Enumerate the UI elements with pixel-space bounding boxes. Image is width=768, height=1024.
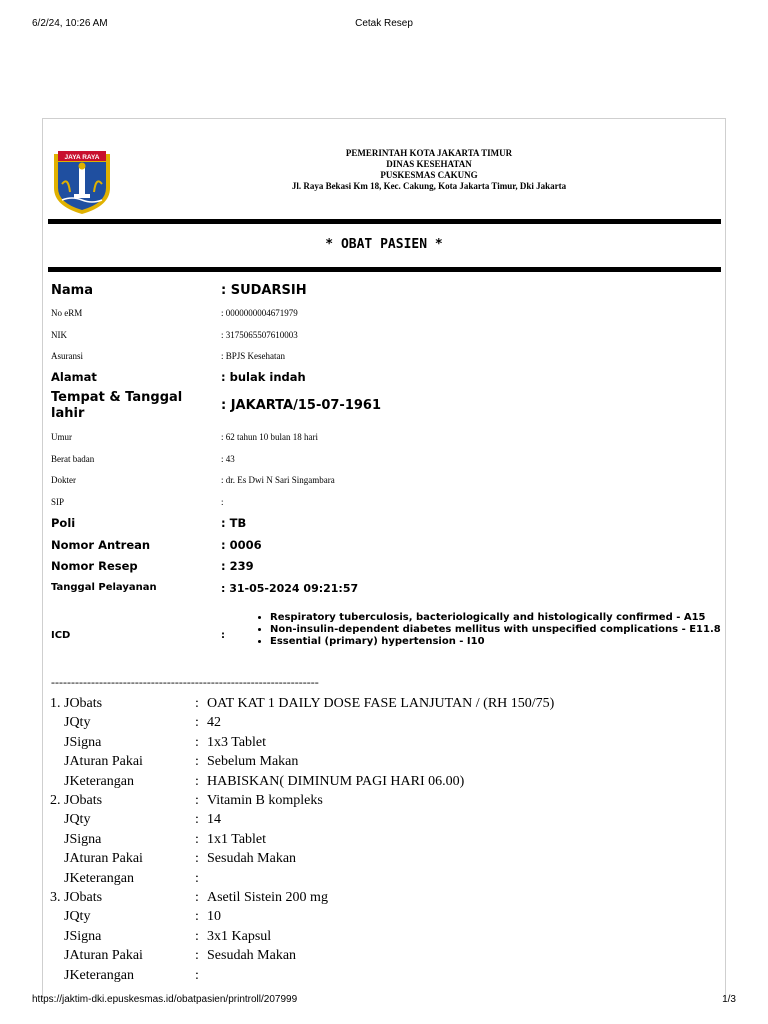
field-label: Tanggal Pelayanan: [51, 582, 157, 593]
letterhead: [43, 119, 725, 217]
field-value: : 239: [221, 559, 254, 573]
med-aturan-label: JAturan Pakai: [64, 754, 143, 770]
med-obat-label: JObats: [64, 696, 103, 711]
med-colon: :: [195, 812, 199, 828]
med-obat-label: JObats: [64, 890, 103, 905]
field-value: : 31-05-2024 09:21:57: [221, 582, 359, 595]
field-value: : 62 tahun 10 bulan 18 hari: [221, 432, 318, 442]
icd-item: • Non-insulin-dependent diabetes mellitus with unspecified complications - E11.8: [270, 624, 726, 636]
med-signa-label: JSigna: [64, 928, 102, 944]
field-label: ICD: [51, 630, 71, 641]
letterhead-text: [139, 148, 719, 192]
med-qty-label: JQty: [64, 715, 91, 731]
field-label: Asuransi: [51, 351, 83, 361]
med-obat-value: Vitamin B kompleks: [207, 793, 323, 808]
med-ket-value: HABISKAN( DIMINUM PAGI HARI 06.00): [207, 773, 465, 789]
field-label: Umur: [51, 432, 72, 442]
letterhead-line2: DINAS KESEHATAN: [386, 159, 472, 169]
med-number: 2.: [50, 793, 61, 808]
med-signa-label: JSigna: [64, 831, 102, 847]
field-label-line2: lahir: [51, 406, 85, 421]
field-label: NIK: [51, 330, 67, 340]
icd-item: • Respiratory tuberculosis, bacteriologically and histologically confirmed - A15: [270, 612, 726, 624]
med-signa-label: JSigna: [64, 734, 102, 750]
field-value: : BPJS Kesehatan: [221, 351, 285, 361]
icd-item: • Essential (primary) hypertension - I10: [270, 636, 726, 648]
med-colon: :: [195, 734, 199, 750]
field-label: [51, 390, 182, 422]
field-label: SIP: [51, 497, 65, 507]
field-label: Nomor Resep: [51, 559, 138, 573]
med-qty-label: JQty: [64, 909, 91, 925]
med-aturan-label: JAturan Pakai: [64, 948, 143, 964]
med-qty-value: 14: [207, 812, 221, 828]
med-colon: :: [195, 715, 199, 731]
print-datetime: 6/2/24, 10:26 AM: [32, 18, 108, 29]
med-colon: :: [195, 773, 199, 789]
field-value: : 0000000004671979: [221, 308, 298, 318]
print-url: https://jaktim-dki.epuskesmas.id/obatpasien/printroll/207999: [32, 994, 298, 1005]
logo-banner-text: JAYA RAYA: [64, 154, 100, 161]
icd-list: [248, 612, 726, 648]
separator-line: -------------------------------------------------------------------: [51, 675, 319, 689]
print-page-number: 1/3: [722, 994, 736, 1005]
med-number: 3.: [50, 890, 61, 905]
med-ket-label: JKeterangan: [64, 773, 134, 789]
med-ket-label: JKeterangan: [64, 870, 134, 886]
med-colon: :: [195, 870, 199, 886]
letterhead-line3: PUSKESMAS CAKUNG: [380, 170, 478, 180]
field-value: : 0006: [221, 538, 262, 552]
med-qty-value: 10: [207, 909, 221, 925]
med-aturan-value: Sesudah Makan: [207, 851, 297, 867]
med-aturan-value: Sesudah Makan: [207, 948, 297, 964]
med-obat-value: Asetil Sistein 200 mg: [207, 890, 328, 905]
field-value: : TB: [221, 516, 247, 530]
print-footer: [32, 994, 736, 1005]
med-colon: :: [195, 754, 199, 770]
prescription-document: [42, 118, 726, 999]
med-colon: :: [195, 890, 199, 905]
field-value: : bulak indah: [221, 370, 306, 384]
field-value: :: [221, 497, 224, 507]
field-label: Poli: [51, 516, 76, 530]
med-qty-label: JQty: [64, 812, 91, 828]
med-colon: :: [195, 909, 199, 925]
print-page-title: Cetak Resep: [355, 18, 413, 29]
med-colon: :: [195, 928, 199, 944]
field-label: Nomor Antrean: [51, 538, 151, 552]
med-colon: :: [195, 948, 199, 964]
med-signa-value: 1x1 Tablet: [207, 831, 267, 847]
letterhead-line4: Jl. Raya Bekasi Km 18, Kec. Cakung, Kota Jakarta Timur, Dki Jakarta: [291, 181, 567, 191]
letterhead-line1: PEMERINTAH KOTA JAKARTA TIMUR: [345, 148, 513, 158]
divider-top: [48, 219, 721, 224]
med-number: 1.: [50, 696, 61, 711]
divider-bottom: [48, 267, 721, 272]
field-label: Berat badan: [51, 454, 95, 464]
med-ket-label: JKeterangan: [64, 967, 134, 983]
med-colon: :: [195, 967, 199, 983]
field-label: Nama: [51, 283, 93, 298]
field-value: : JAKARTA/15-07-1961: [221, 398, 382, 413]
document-title: * OBAT PASIEN *: [325, 237, 443, 252]
med-colon: :: [195, 696, 199, 711]
field-label: Alamat: [51, 370, 97, 384]
field-value: :: [221, 630, 225, 641]
field-label: No eRM: [51, 308, 83, 318]
med-qty-value: 42: [207, 715, 221, 731]
med-signa-value: 3x1 Kapsul: [207, 928, 272, 944]
med-aturan-label: JAturan Pakai: [64, 851, 143, 867]
med-colon: :: [195, 793, 199, 808]
field-label-line1: Tempat & Tanggal: [51, 390, 183, 405]
med-obat-value: OAT KAT 1 DAILY DOSE FASE LANJUTAN / (RH 150/75): [207, 696, 555, 711]
med-obat-label: JObats: [64, 793, 103, 808]
med-colon: :: [195, 831, 199, 847]
field-value: : SUDARSIH: [221, 283, 307, 298]
field-value: : 3175065507610003: [221, 330, 298, 340]
med-colon: :: [195, 851, 199, 867]
med-signa-value: 1x3 Tablet: [207, 734, 267, 750]
jakarta-emblem-icon: [52, 148, 112, 216]
field-value: : dr. Es Dwi N Sari Singambara: [221, 475, 335, 485]
field-value: : 43: [221, 454, 235, 464]
med-aturan-value: Sebelum Makan: [207, 754, 299, 770]
field-label: Dokter: [51, 475, 76, 485]
